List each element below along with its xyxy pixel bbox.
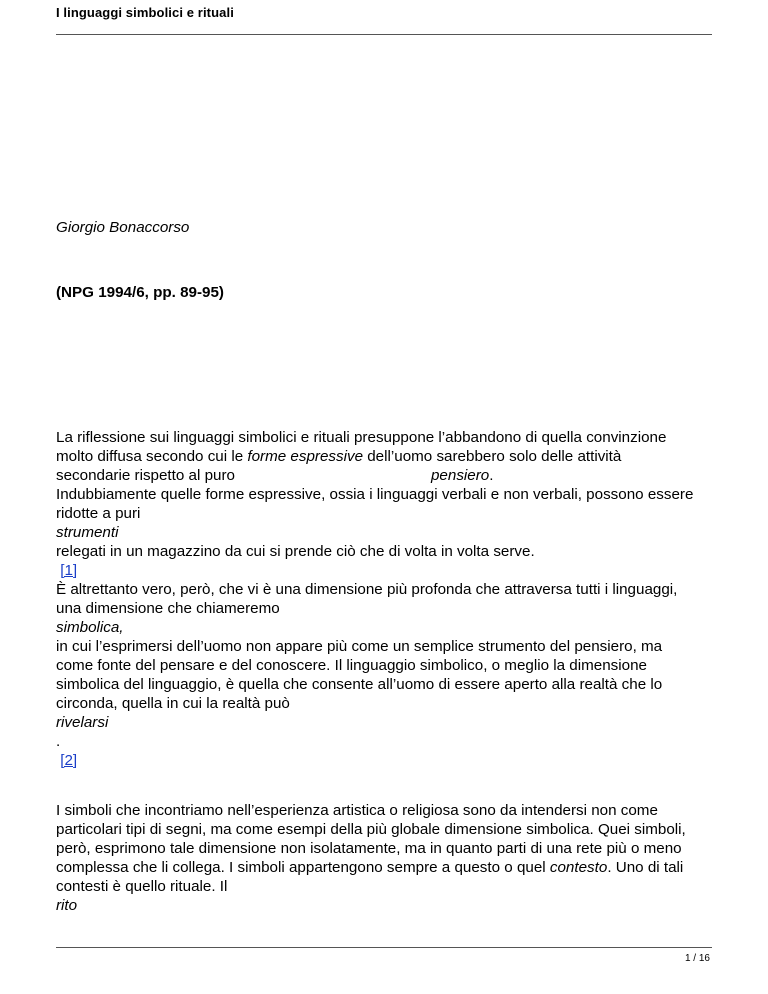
page-number: 1 / 16 [684, 953, 710, 964]
text-line: particolari tipi di segni, ma come esempi della più globale dimensione simbolica. Quei simboli, [56, 821, 686, 838]
emphasis: pensiero [430, 467, 490, 484]
paragraph-2 [56, 801, 716, 915]
document-title: I linguaggi simbolici e rituali [56, 5, 234, 20]
text-line: relegati in un magazzino da cui si prende ciò che di volta in volta serve. [56, 543, 535, 560]
author-name: Giorgio Bonaccorso [56, 219, 190, 236]
text-line: ridotte a puri [56, 505, 141, 522]
text-line: molto diffusa secondo cui le forme espressive dell’uomo sarebbero solo delle attività [56, 448, 622, 465]
paragraph-1 [56, 428, 716, 770]
text-line [56, 896, 716, 915]
text-line: È altrettanto vero, però, che vi è una dimensione più profonda che attraversa tutti i linguaggi, [56, 581, 678, 598]
emphasis: strumenti [56, 524, 119, 541]
text-line: . [56, 733, 61, 750]
text-line: simbolica del linguaggio, è quella che consente all’uomo di essere aperto alla realtà che lo [56, 676, 663, 693]
text-line: una dimensione che chiameremo [56, 600, 280, 617]
text-line [56, 523, 716, 542]
emphasis: forme espressive [247, 448, 364, 465]
text-line [56, 618, 716, 637]
emphasis: simbolica, [56, 619, 124, 636]
text-line: La riflessione sui linguaggi simbolici e rituali presuppone l’abbandono di quella convinzione [56, 429, 667, 446]
text-line: secondarie rispetto al puro pensiero. [56, 467, 494, 484]
footnote-link-1[interactable]: [1] [60, 562, 78, 579]
text-line [56, 751, 716, 770]
text-line [56, 561, 716, 580]
header-divider [56, 34, 712, 35]
footer-divider [56, 947, 712, 948]
emphasis: rito [56, 897, 78, 914]
text-line: in cui l’esprimersi dell’uomo non appare più come un semplice strumento del pensiero, ma [56, 638, 663, 655]
text-line: come fonte del pensare e del conoscere. Il linguaggio simbolico, o meglio la dimensione [56, 657, 647, 674]
text-line: circonda, quella in cui la realtà può [56, 695, 290, 712]
text-line: I simboli che incontriamo nell’esperienza artistica o religiosa sono da intendersi non come [56, 802, 658, 819]
emphasis: contesto [549, 859, 608, 876]
text-line: contesti è quello rituale. Il [56, 878, 228, 895]
text-line: Indubbiamente quelle forme espressive, ossia i linguaggi verbali e non verbali, possono essere [56, 486, 694, 503]
source-citation: (NPG 1994/6, pp. 89-95) [56, 284, 224, 301]
text-line [56, 713, 716, 732]
emphasis: rivelarsi [56, 714, 109, 731]
text-line: complessa che li collega. I simboli appartengono sempre a questo o quel contesto. Uno di tali [56, 859, 684, 876]
footnote-link-2[interactable]: [2] [60, 752, 78, 769]
text-line: però, esprimono tale dimensione non isolatamente, ma in quanto parti di una rete più o meno [56, 840, 682, 857]
